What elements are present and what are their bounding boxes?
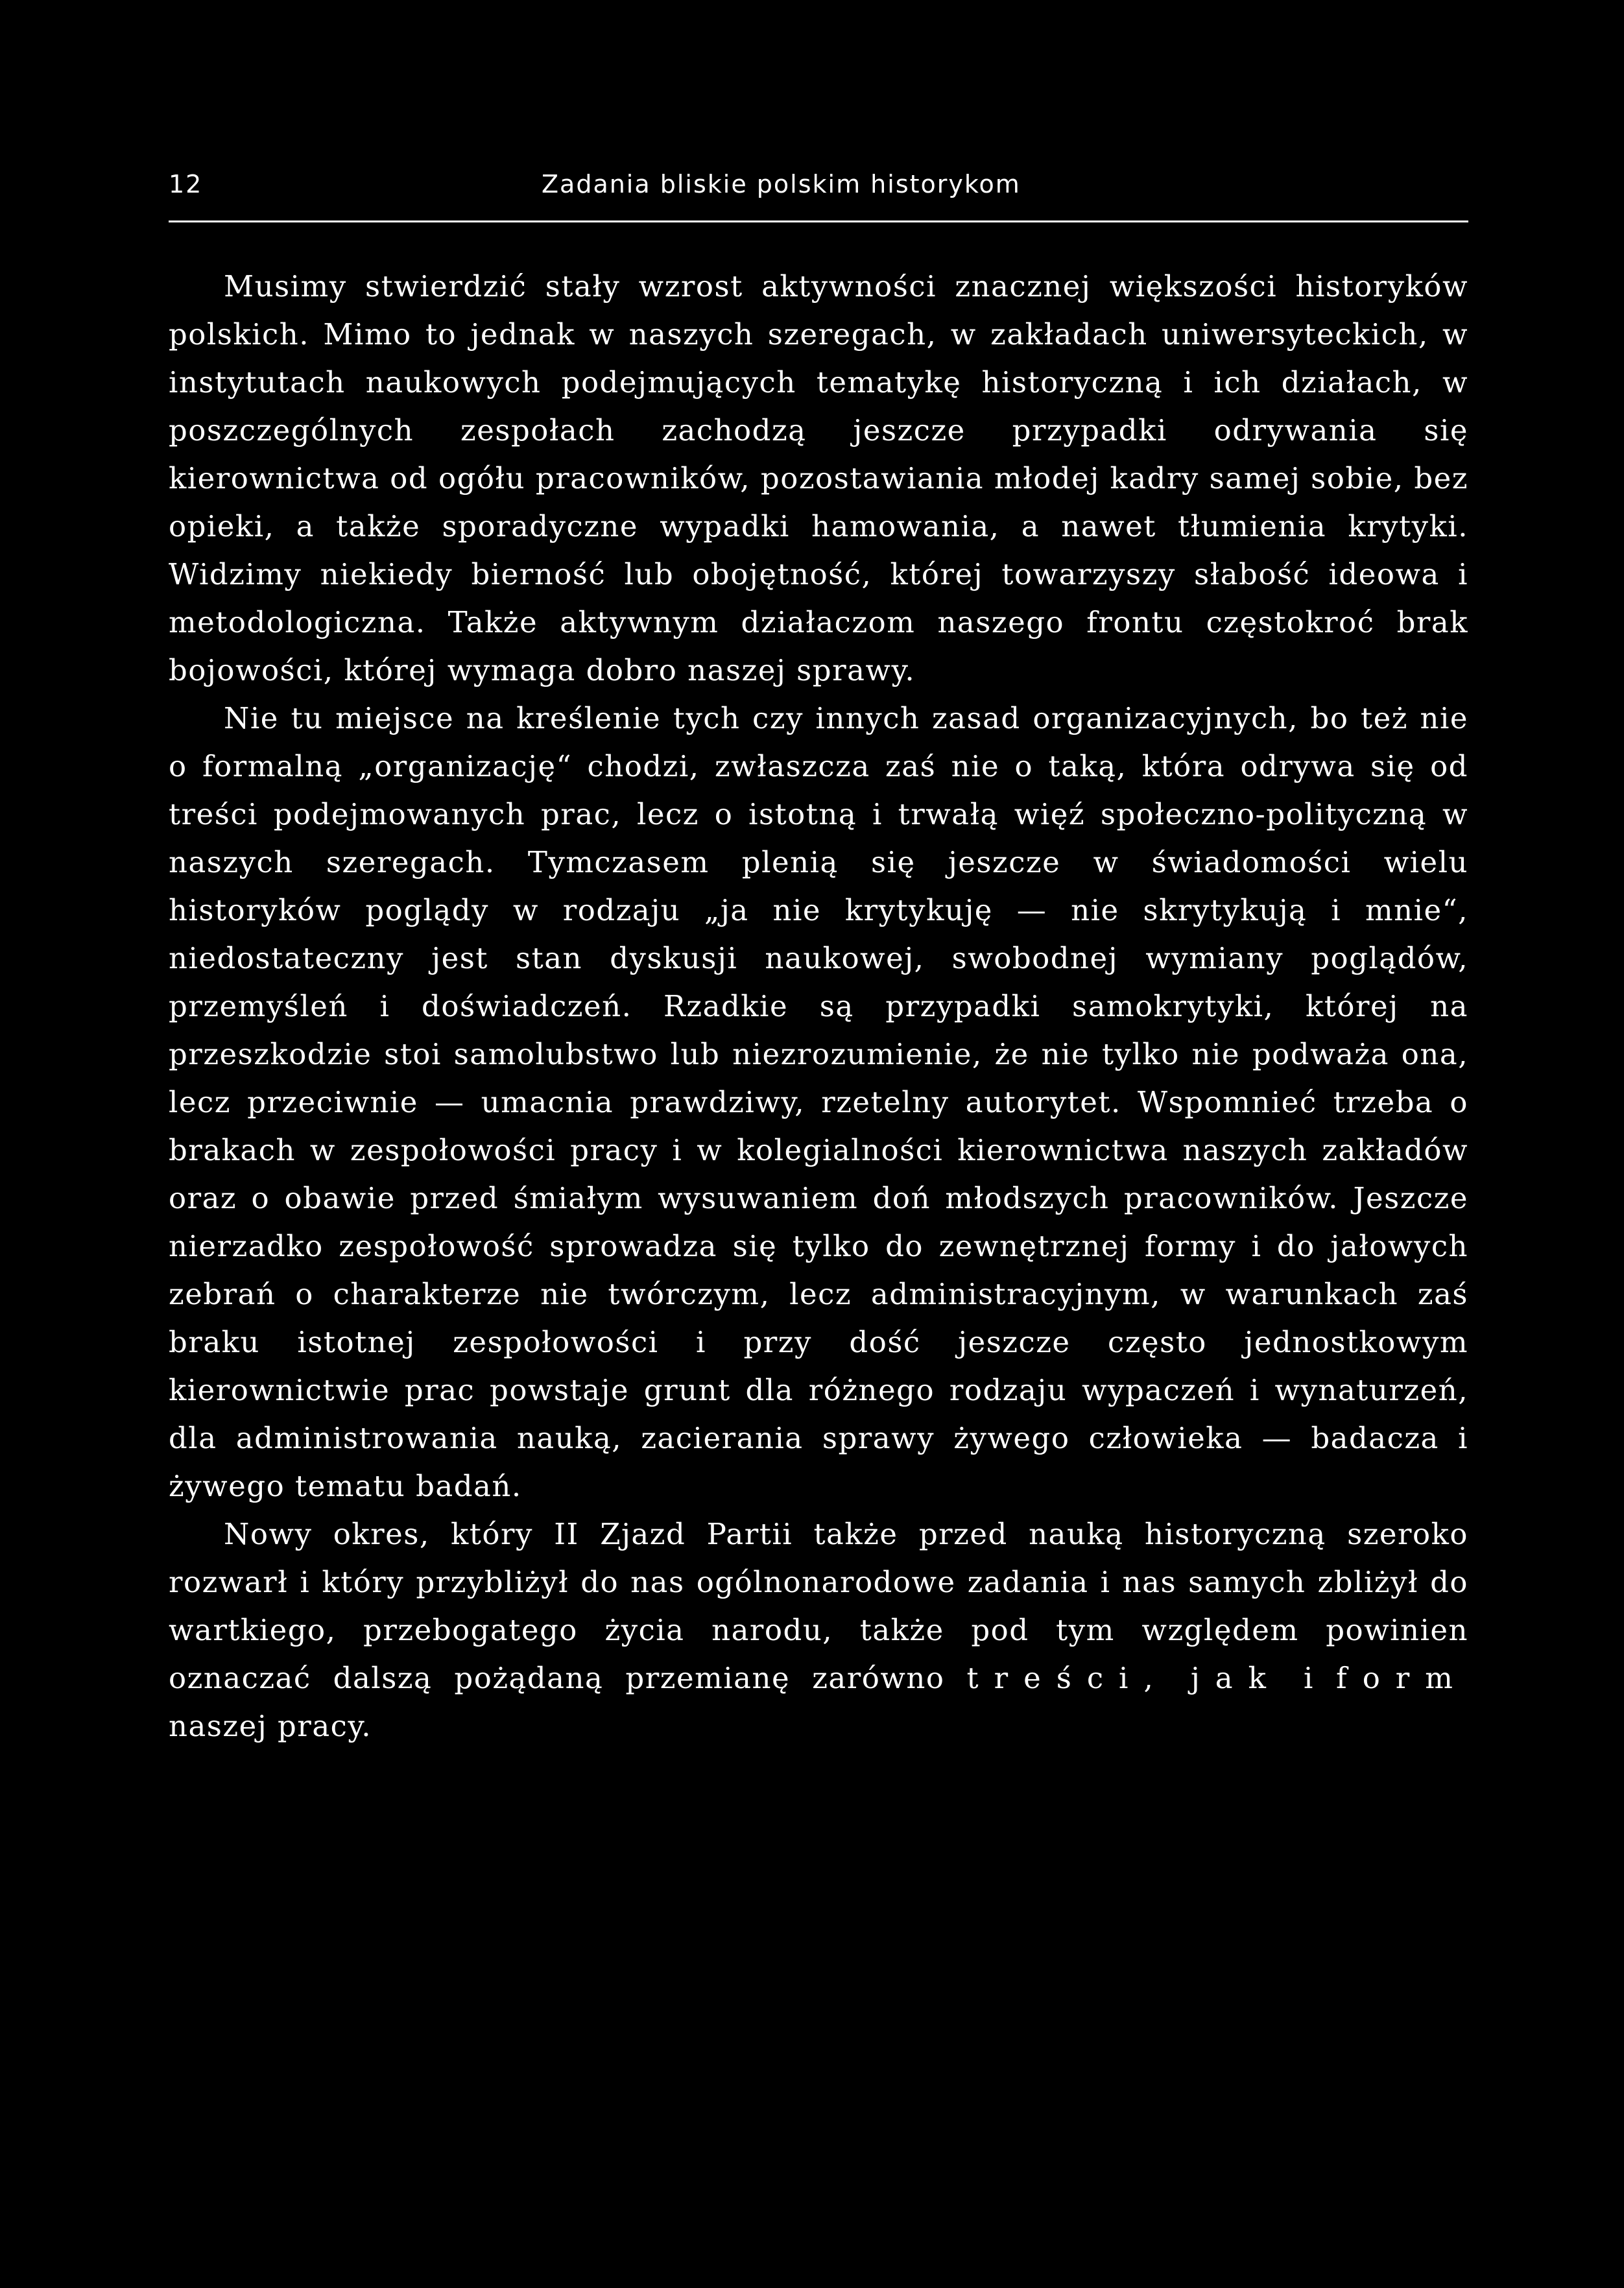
- running-head: [169, 170, 1468, 211]
- paragraph-3-text-before: Nowy okres, który II Zjazd Partii także przed nauką historyczną szeroko rozwarł i który przybliżył do nas ogólnonarodowe zadania i nas samych zbliżył do wartkiego, przebogatego życia narodu, także pod tym względem powinien oznaczać dalszą pożądaną przemianę zarówno: [169, 1517, 1468, 1695]
- emphasis-jak: jak: [1190, 1661, 1282, 1695]
- body-text: [169, 263, 1468, 1750]
- header-rule: [169, 220, 1468, 222]
- paragraph-3-text-mid-2: i: [1281, 1661, 1337, 1695]
- paragraph-3-text-after: naszej pracy.: [169, 1709, 372, 1743]
- paragraph-3-text-mid-1: [1169, 1661, 1191, 1695]
- paragraph-3: [169, 1510, 1468, 1750]
- page-number: 12: [169, 170, 203, 198]
- emphasis-form: form: [1336, 1661, 1468, 1695]
- paragraph-2: Nie tu miejsce na kreślenie tych czy innych zasad organizacyjnych, bo też nie o formalną „organizację“ chodzi, zwłaszcza zaś nie o taką, która odrywa się od treści podejmowanych prac, lecz o istotną i trwałą więź społeczno-polityczną w naszych szeregach. Tymczasem plenią się jeszcze w świadomości wielu historyków poglądy w rodzaju „ja nie krytykuję — nie skrytykują i mnie“, niedostateczny jest stan dyskusji naukowej, swobodnej wymiany poglądów, przemyśleń i doświadczeń. Rzadkie są przypadki samokrytyki, której na przeszkodzie stoi samolubstwo lub niezrozumienie, że nie tylko nie podważa ona, lecz przeciwnie — umacnia prawdziwy, rzetelny autorytet. Wspomnieć trzeba o brakach w zespołowości pracy i w kolegialności kierownictwa naszych zakładów oraz o obawie przed śmiałym wysuwaniem doń młodszych pracowników. Jeszcze nierzadko zespołowość sprowadza się tylko do zewnętrznej formy i do jałowych zebrań o charakterze nie twórczym, lecz administracyjnym, w warunkach zaś braku istotnej zespołowości i przy dość jeszcze często jednostkowym kierownictwie prac powstaje grunt dla różnego rodzaju wypaczeń i wynaturzeń, dla administrowania nauką, zacierania sprawy żywego człowieka — badacza i żywego tematu badań.: [169, 701, 1468, 1503]
- emphasis-tresci: treści,: [966, 1661, 1169, 1695]
- running-title: Zadania bliskie polskim historykom: [542, 170, 1021, 198]
- paragraph-1: Musimy stwierdzić stały wzrost aktywności znacznej większości historyków polskich. Mimo to jednak w naszych szeregach, w zakładach uniwersyteckich, w instytutach naukowych podejmujących tematykę historyczną i ich działach, w poszczególnych zespołach zachodzą jeszcze przypadki odrywania się kierownictwa od ogółu pracowników, pozostawiania młodej kadry samej sobie, bez opieki, a także sporadyczne wypadki hamowania, a nawet tłumienia krytyki. Widzimy niekiedy bierność lub obojętność, której towarzyszy słabość ideowa i metodologiczna. Także aktywnym działaczom naszego frontu częstokroć brak bojowości, której wymaga dobro naszej sprawy.: [169, 269, 1468, 687]
